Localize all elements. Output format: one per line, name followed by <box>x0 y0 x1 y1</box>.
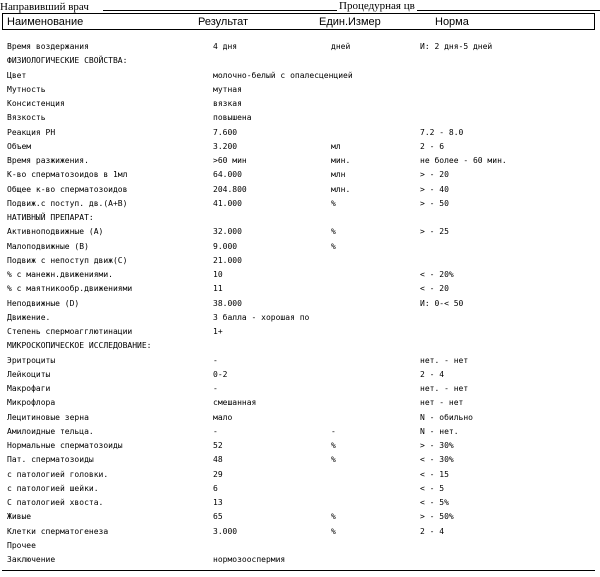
row-name: НАТИВНЫЙ ПРЕПАРАТ: <box>7 213 94 222</box>
row-name: Мутность <box>7 84 46 94</box>
row-norm: 2 - 4 <box>420 369 445 379</box>
row-name: ФИЗИОЛОГИЧЕСКИЕ СВОЙСТВА: <box>7 56 128 66</box>
row-norm: И: 0-< 50 <box>420 298 464 308</box>
table-row <box>0 425 600 439</box>
report-top-bar <box>0 0 600 14</box>
footer-divider <box>2 570 595 571</box>
table-row <box>0 439 600 453</box>
row-result: 0-2 <box>213 369 228 379</box>
row-name: Макрофаги <box>7 384 51 393</box>
row-result: 3 балла - хорошая по <box>213 312 310 322</box>
row-norm: 2 - 4 <box>420 526 445 536</box>
table-row <box>0 282 600 296</box>
table-row <box>0 268 600 282</box>
table-row <box>0 354 600 368</box>
row-result: - <box>213 384 218 393</box>
row-result: 41.000 <box>213 198 242 208</box>
table-row <box>0 254 600 268</box>
row-result: 64.000 <box>213 170 242 180</box>
row-norm: N - обильно <box>420 412 473 422</box>
column-header-norm: Норма <box>435 16 469 28</box>
row-name: Подвиж с непоступ движ(С) <box>7 255 128 265</box>
row-result: 48 <box>213 455 223 465</box>
table-row <box>0 297 600 311</box>
table-row <box>0 510 600 524</box>
row-norm: не более - 60 мин. <box>420 156 507 165</box>
row-name: Живые <box>7 512 32 522</box>
row-unit: млн. <box>331 184 351 194</box>
row-name: Клетки сперматогенеза <box>7 526 109 536</box>
table-row <box>0 539 600 553</box>
table-row <box>0 183 600 197</box>
row-name: Время разжижения. <box>7 156 89 165</box>
row-result: - <box>213 355 218 365</box>
row-result: 29 <box>213 469 223 479</box>
row-norm: нет - нет <box>420 398 464 408</box>
department-name: Процедурная цв <box>339 0 415 12</box>
row-name: Прочее <box>7 540 36 550</box>
referring-doctor-label: Направивший врач <box>0 1 89 13</box>
row-norm: > - 20 <box>420 170 449 180</box>
row-unit: % <box>331 241 336 251</box>
row-name: МИКРОСКОПИЧЕСКОЕ ИССЛЕДОВАНИЕ: <box>7 341 152 351</box>
row-name: Нормальные сперматозоиды <box>7 441 123 450</box>
column-header-result: Результат <box>198 16 249 28</box>
row-result: 32.000 <box>213 227 242 237</box>
row-result: 13 <box>213 498 223 507</box>
row-result: 6 <box>213 483 218 493</box>
column-header-name: Наименование <box>7 16 84 28</box>
table-row <box>0 496 600 510</box>
row-name: Движение. <box>7 312 51 322</box>
table-row <box>0 311 600 325</box>
row-name: Амилоидные тельца. <box>7 426 94 436</box>
row-name: Подвиж.с поступ. дв.(А+В) <box>7 198 128 208</box>
row-name: Степень спермоагглютинации <box>7 327 133 336</box>
row-name: Общее к-во сперматозоидов <box>7 184 128 194</box>
row-norm: < - 15 <box>420 469 449 479</box>
row-result: 11 <box>213 284 223 294</box>
row-unit: мл <box>331 141 341 151</box>
table-row <box>0 211 600 225</box>
row-unit: % <box>331 227 336 237</box>
row-norm: И: 2 дня-5 дней <box>420 42 493 51</box>
table-row <box>0 382 600 396</box>
table-row <box>0 325 600 339</box>
row-result: 9.000 <box>213 241 238 251</box>
table-row <box>0 553 600 567</box>
row-unit: дней <box>331 42 351 51</box>
row-name: Лейкоциты <box>7 369 51 379</box>
row-name: Реакция РН <box>7 127 56 137</box>
row-name: Активноподвижные (А) <box>7 227 104 237</box>
table-row <box>0 482 600 496</box>
row-norm: 2 - 6 <box>420 141 445 151</box>
row-result: повышена <box>213 113 252 123</box>
row-name: Малоподвижные (B) <box>7 241 89 251</box>
row-unit: мин. <box>331 156 351 165</box>
row-norm: < - 5% <box>420 498 449 507</box>
row-name: Неподвижные (D) <box>7 298 80 308</box>
table-row <box>0 240 600 254</box>
row-name: Время воздержания <box>7 42 89 51</box>
table-row <box>0 197 600 211</box>
row-unit: - <box>331 426 336 436</box>
row-result: мутная <box>213 84 242 94</box>
table-row <box>0 97 600 111</box>
table-row <box>0 168 600 182</box>
table-row <box>0 396 600 410</box>
row-unit: % <box>331 198 336 208</box>
table-row <box>0 140 600 154</box>
row-unit: % <box>331 455 336 465</box>
row-result: 204.800 <box>213 184 247 194</box>
row-norm: > - 40 <box>420 184 449 194</box>
row-result: 52 <box>213 441 223 450</box>
row-name: Консистенция <box>7 99 65 108</box>
table-header <box>2 13 595 30</box>
results-table <box>0 40 600 567</box>
row-norm: < - 30% <box>420 455 454 465</box>
table-row <box>0 468 600 482</box>
table-row <box>0 126 600 140</box>
table-row <box>0 54 600 68</box>
row-result: смешанная <box>213 398 257 408</box>
table-row <box>0 83 600 97</box>
row-name: с патологией головки. <box>7 469 109 479</box>
table-row <box>0 225 600 239</box>
row-name: К-во сперматозоидов в 1мл <box>7 170 128 180</box>
row-norm: > - 50 <box>420 198 449 208</box>
row-norm: 7.2 - 8.0 <box>420 127 464 137</box>
row-norm: нет. - нет <box>420 355 469 365</box>
row-name: Заключение <box>7 555 56 564</box>
row-norm: < - 20% <box>420 270 454 279</box>
row-norm: < - 20 <box>420 284 449 294</box>
row-result: 3.200 <box>213 141 238 151</box>
row-result: 21.000 <box>213 255 242 265</box>
row-name: Цвет <box>7 70 27 80</box>
row-result: 4 дня <box>213 42 238 51</box>
row-result: - <box>213 426 218 436</box>
table-row <box>0 411 600 425</box>
table-row <box>0 111 600 125</box>
table-row <box>0 368 600 382</box>
row-result: 7.600 <box>213 127 238 137</box>
row-result: 1+ <box>213 327 223 336</box>
table-row <box>0 154 600 168</box>
row-result: 65 <box>213 512 223 522</box>
row-unit: % <box>331 512 336 522</box>
row-result: 38.000 <box>213 298 242 308</box>
table-row <box>0 69 600 83</box>
table-row <box>0 40 600 54</box>
table-row <box>0 339 600 353</box>
row-result: нормозооспермия <box>213 555 286 564</box>
row-result: молочно-белый с опалесценцией <box>213 70 353 80</box>
row-norm: N - нет. <box>420 426 459 436</box>
row-norm: > - 25 <box>420 227 449 237</box>
table-row <box>0 453 600 467</box>
row-name: Пат. сперматозоиды <box>7 455 94 465</box>
row-name: Микрофлора <box>7 398 56 408</box>
row-name: с патологией шейки. <box>7 483 99 493</box>
row-unit: млн <box>331 170 346 180</box>
row-norm: нет. - нет <box>420 384 469 393</box>
row-name: Лецитиновые зерна <box>7 412 89 422</box>
row-norm: > - 50% <box>420 512 454 522</box>
table-row <box>0 525 600 539</box>
row-name: % с маятникообр.движениями <box>7 284 133 294</box>
row-unit: % <box>331 441 336 450</box>
row-result: 3.000 <box>213 526 238 536</box>
row-result: 10 <box>213 270 223 279</box>
row-norm: < - 5 <box>420 483 445 493</box>
row-name: С патологией хвоста. <box>7 498 104 507</box>
row-result: мало <box>213 412 233 422</box>
column-header-unit: Един.Измер <box>319 16 381 28</box>
row-unit: % <box>331 526 336 536</box>
row-norm: > - 30% <box>420 441 454 450</box>
row-name: Вязкость <box>7 113 46 123</box>
row-result: >60 мин <box>213 156 247 165</box>
row-name: Эритроциты <box>7 355 56 365</box>
row-name: % с манежн.движениями. <box>7 270 113 279</box>
row-name: Объем <box>7 141 32 151</box>
row-result: вязкая <box>213 99 242 108</box>
